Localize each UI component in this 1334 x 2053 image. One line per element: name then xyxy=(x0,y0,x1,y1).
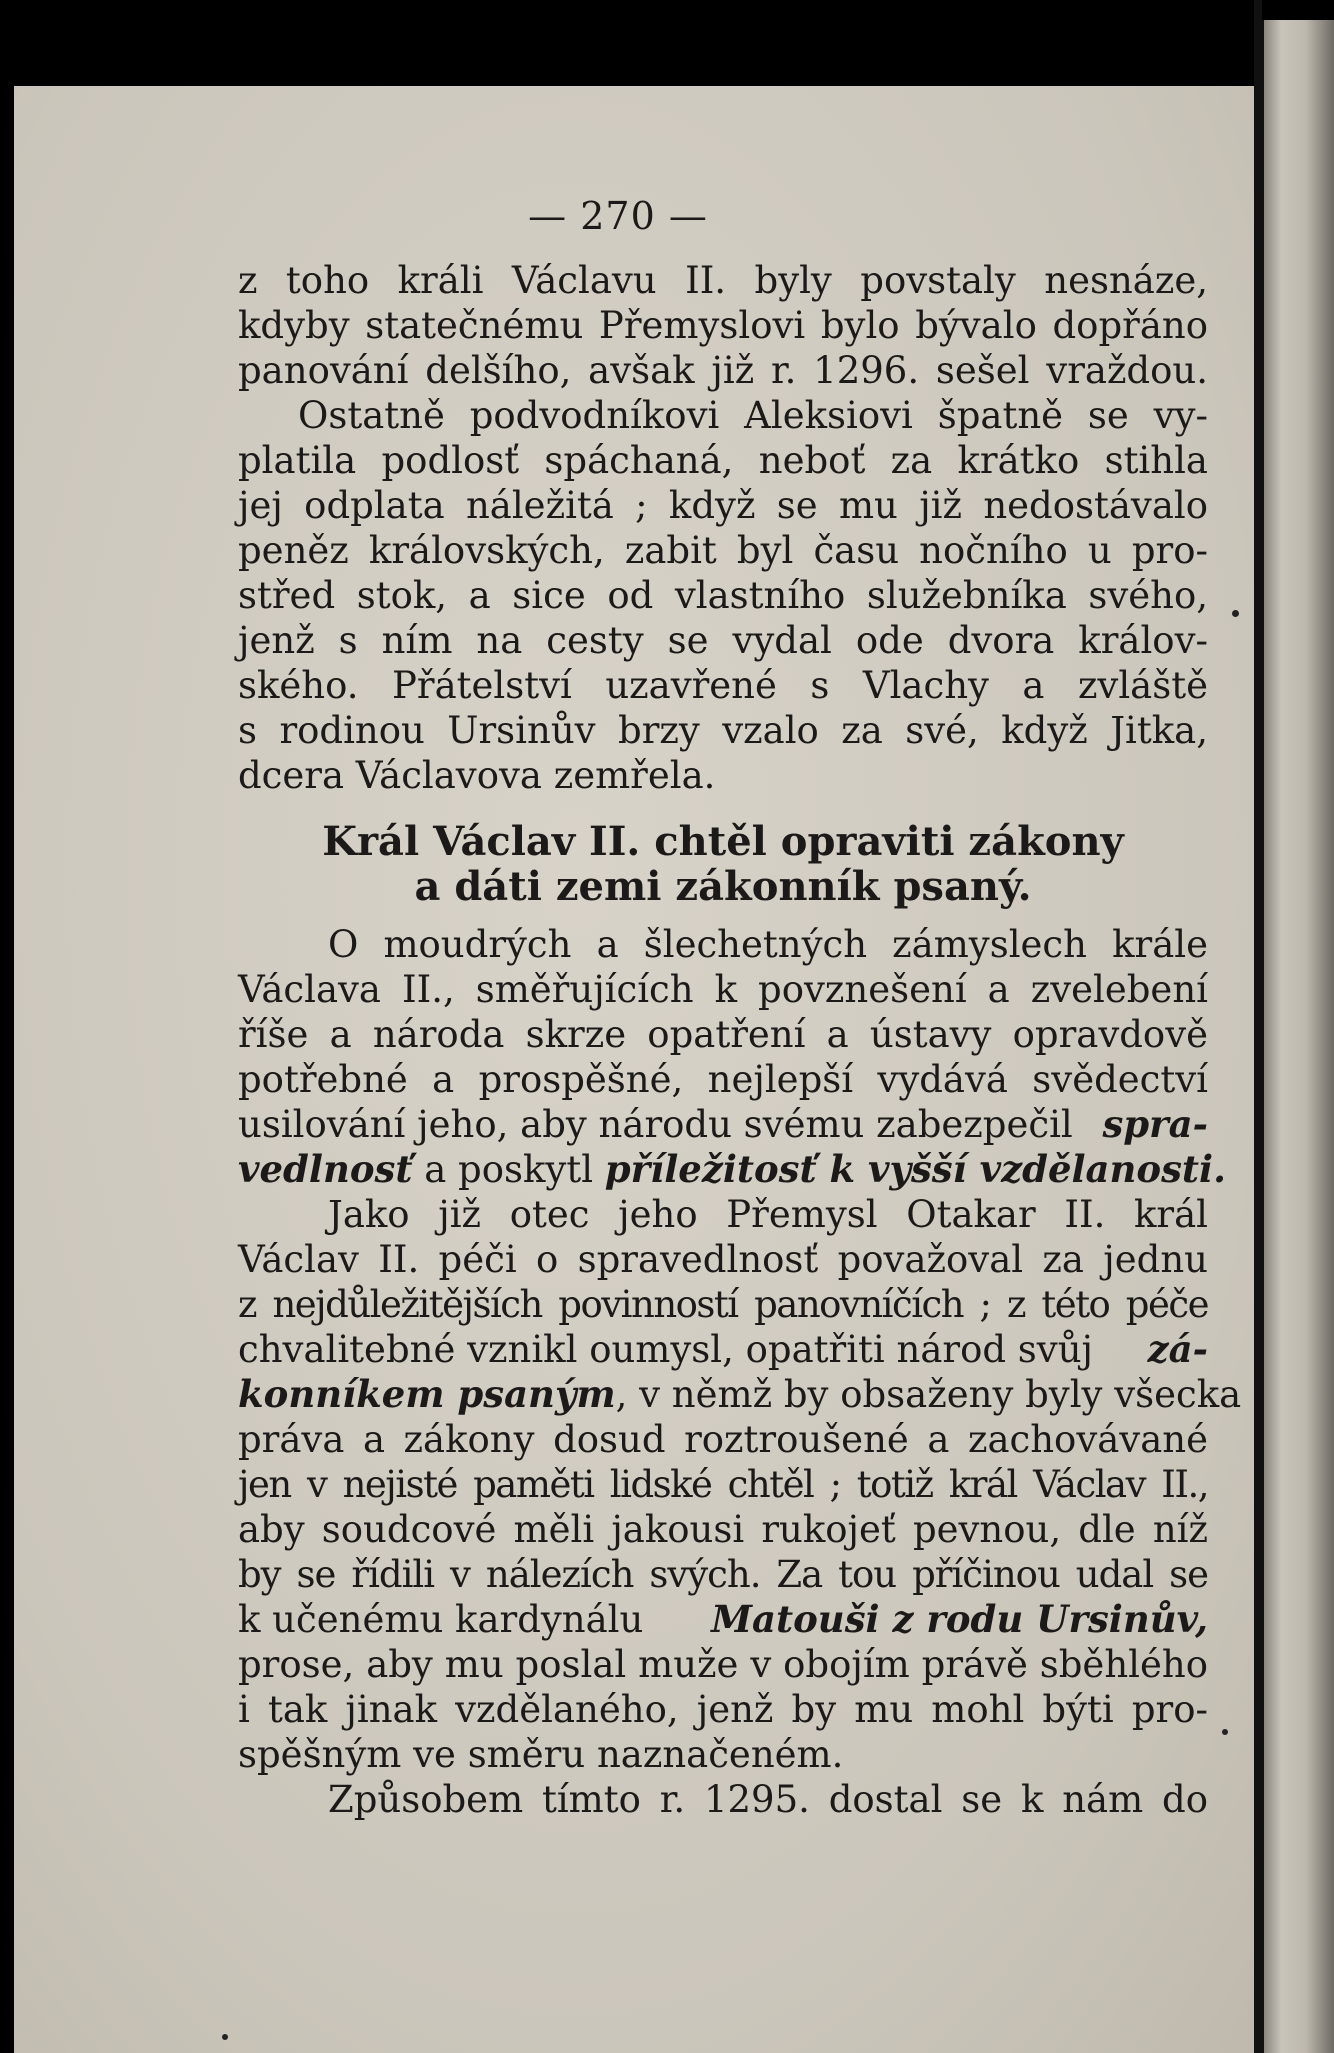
text-line: aby soudcové měli jakousi rukojeť pevnou, dle níž xyxy=(238,1508,1208,1551)
text-line: z toho králi Václavu II. byly povstaly nesnáze, xyxy=(238,259,1208,302)
text-line: dcera Václavova zemřela. xyxy=(238,754,716,797)
book-page xyxy=(14,86,1264,2053)
text-line: peněz královských, zabit byl času nočního u pro- xyxy=(238,529,1208,572)
scan-edge xyxy=(1262,0,1334,20)
text-line: střed stok, a sice od vlastního služebníka svého, xyxy=(238,574,1208,617)
text-line: spěšným ve směru naznačeném. xyxy=(238,1733,844,1776)
text-line: by se řídili v nálezích svých. Za tou příčinou udal se xyxy=(238,1553,1208,1596)
text-line: vedlnosť a poskytl příležitosť k vyšší vzdělanosti. xyxy=(238,1147,1226,1191)
text-line: konníkem psaným, v němž by obsaženy byly všecka xyxy=(238,1372,1242,1416)
text-line: Jako již otec jeho Přemysl Otakar II. král xyxy=(328,1193,1208,1236)
text-line: potřebné a prospěšné, nejlepší vydává svědectví xyxy=(238,1058,1208,1101)
text-line: usilování jeho, aby národu svému zabezpečil spra- xyxy=(238,1102,1208,1146)
text-line: O moudrých a šlechetných zámyslech krále xyxy=(328,923,1208,966)
text-line: kdyby statečnému Přemyslovi bylo bývalo dopřáno xyxy=(238,304,1208,347)
book-spine-edge xyxy=(1264,0,1334,2053)
text-line: Způsobem tímto r. 1295. dostal se k nám do xyxy=(328,1778,1208,1821)
section-heading: a dáti zemi zákonník psaný. xyxy=(414,863,1032,910)
page-number: — 270 — xyxy=(528,194,708,238)
text-line: platila podlosť spáchaná, neboť za krátko stihla xyxy=(238,439,1208,482)
text-line: prose, aby mu poslal muže v obojím právě sběhlého xyxy=(238,1643,1208,1686)
text-line: panování delšího, avšak již r. 1296. sešel vraždou. xyxy=(238,349,1208,392)
text-line: jej odplata náležitá ; když se mu již nedostávalo xyxy=(238,484,1208,527)
text-line: jen v nejisté paměti lidské chtěl ; totiž král Václav II., xyxy=(238,1463,1208,1506)
dust-speck xyxy=(1222,1729,1228,1735)
text-line: říše a národa skrze opatření a ústavy opravdově xyxy=(238,1013,1208,1056)
dust-speck xyxy=(1232,610,1239,617)
text-line: z nejdůležitějších povinností panovníčích ; z této péče xyxy=(238,1283,1208,1326)
dust-speck xyxy=(222,2034,228,2040)
text-line: k učenému kardynálu Matouši z rodu Ursinův, xyxy=(238,1597,1208,1641)
text-line: i tak jinak vzdělaného, jenž by mu mohl býti pro- xyxy=(238,1688,1208,1731)
section-heading: Král Václav II. chtěl opraviti zákony xyxy=(322,818,1124,865)
text-line: ského. Přátelství uzavřené s Vlachy a zvláště xyxy=(238,664,1208,707)
text-line: chvalitebné vznikl oumysl, opatřiti národ svůj zá- xyxy=(238,1327,1208,1371)
text-line: Ostatně podvodníkovi Aleksiovi špatně se vy- xyxy=(298,394,1208,437)
text-line: s rodinou Ursinův brzy vzalo za své, když Jitka, xyxy=(238,709,1208,752)
text-line: Václava II., směřujících k povznešení a zvelebení xyxy=(238,968,1208,1011)
text-line: práva a zákony dosud roztroušené a zachovávané xyxy=(238,1418,1208,1461)
text-line: Václav II. péči o spravedlnosť považoval za jednu xyxy=(238,1238,1208,1281)
text-line: jenž s ním na cesty se vydal ode dvora králov- xyxy=(238,619,1208,662)
